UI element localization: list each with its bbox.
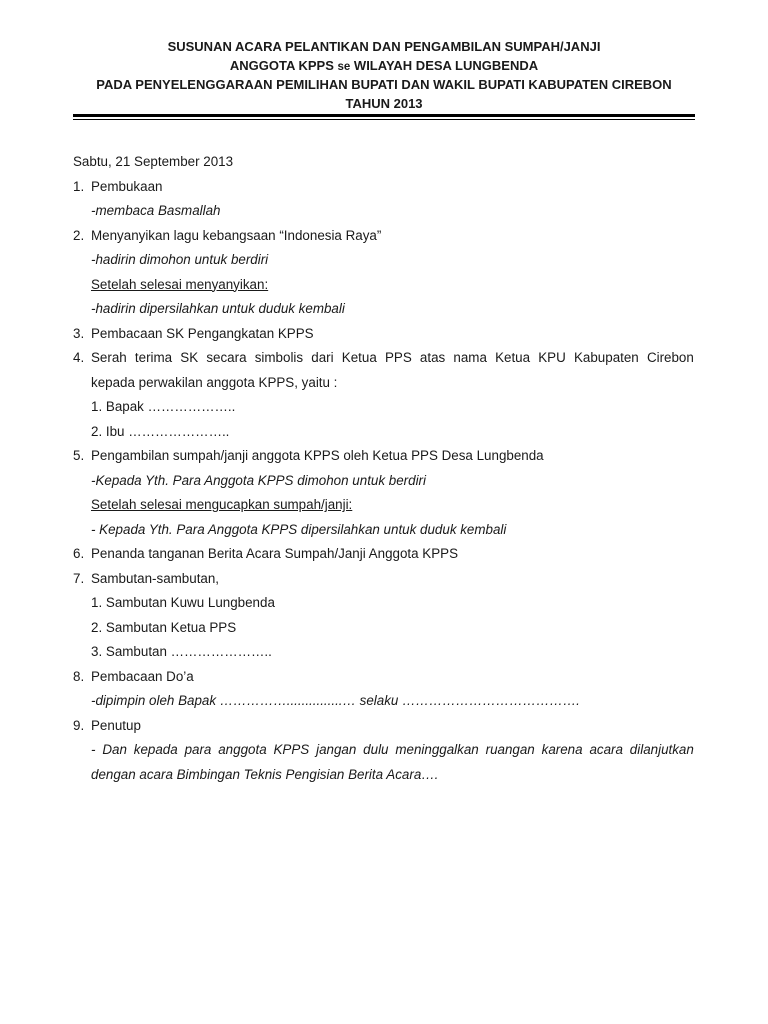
agenda-item-2: 2. Menyanyikan lagu kebangsaan “Indonesia Raya” [73, 227, 382, 243]
agenda-item-9: 9. Penutup [73, 717, 141, 733]
agenda-item-8: 8. Pembacaan Do’a [73, 668, 194, 684]
agenda-item-4-line-1 [91, 346, 694, 371]
justified-word: anggota [218, 742, 267, 757]
agenda-item-7-speech-3: 3. Sambutan ………………….. [91, 644, 272, 659]
agenda-item-5: 5. Pengambilan sumpah/janji anggota KPPS oleh Ketua PPS Desa Lungbenda [73, 448, 544, 463]
justified-word: Dan [102, 742, 127, 757]
justified-word: Kabupaten [573, 350, 639, 365]
agenda-item-9-note-line-1 [91, 738, 694, 763]
agenda-item-3: 3. Pembacaan SK Pengangkatan KPPS [73, 325, 314, 341]
agenda-item-5-note-2: Setelah selesai mengucapkan sumpah/janji: [91, 497, 353, 512]
justified-word: secara [206, 350, 247, 365]
agenda-body [73, 150, 694, 787]
agenda-item-2-note-2: Setelah selesai menyanyikan: [91, 276, 269, 292]
justified-word: SK [180, 350, 199, 365]
justified-word: dulu [363, 742, 389, 757]
justified-word: terima [134, 350, 173, 365]
agenda-item-7-speech-1: 1. Sambutan Kuwu Lungbenda [91, 595, 275, 610]
agenda-item-5-note-1: -Kepada Yth. Para Anggota KPPS dimohon untuk berdiri [91, 472, 426, 488]
justified-word: acara [589, 742, 623, 757]
agenda-date: Sabtu, 21 September 2013 [73, 154, 234, 169]
justified-word: Cirebon [646, 350, 694, 365]
justified-word: karena [541, 742, 583, 757]
agenda-item-2-note-1: -hadirin dimohon untuk berdiri [91, 252, 269, 267]
justified-word: nama [453, 350, 487, 365]
agenda-item-4-option-2: 2. Ibu ………………….. [91, 423, 230, 439]
justified-word: simbolis [254, 350, 304, 365]
justified-word: KPU [538, 350, 566, 365]
header-line-1: SUSUNAN ACARA PELANTIKAN DAN PENGAMBILAN SUMPAH/JANJI [167, 39, 601, 54]
agenda-item-9-note-line-2: dengan acara Bimbingan Teknis Pengisian Berita Acara…. [91, 766, 439, 782]
agenda-item-6: 6. Penanda tanganan Berita Acara Sumpah/Janji Anggota KPPS [73, 546, 459, 561]
justified-word: dilanjutkan [629, 742, 694, 757]
agenda-item-4-option-1: 1. Bapak ……………….. [91, 399, 236, 414]
justified-word: KPPS [273, 742, 310, 757]
agenda-item-9-note-line-1-wrap [73, 738, 694, 763]
justified-word: kepada [133, 742, 178, 757]
justified-word: PPS [384, 350, 412, 365]
agenda-item-5-note-3: - Kepada Yth. Para Anggota KPPS dipersilahkan untuk duduk kembali [91, 521, 507, 537]
document-header [73, 38, 695, 113]
agenda-item-7: 7. Sambutan-sambutan, [73, 570, 220, 586]
justified-word: - [91, 742, 96, 757]
header-line-2: ANGGOTA KPPS se WILAYAH DESA LUNGBENDA [229, 57, 539, 73]
justified-word: jangan [316, 742, 357, 757]
justified-word: Ketua [495, 350, 531, 365]
agenda-item-1: 1. Pembukaan [73, 178, 163, 194]
agenda-item-4: 4. Serah terima SK secara simbolis dari Ketua PPS atas nama Ketua KPU Kabupaten Cirebon [73, 346, 694, 371]
header-divider-thin [73, 119, 695, 120]
header-line-3: PADA PENYELENGGARAAN PEMILIHAN BUPATI DAN WAKIL BUPATI KABUPATEN CIREBON [96, 77, 672, 92]
agenda-item-7-speech-2: 2. Sambutan Ketua PPS [91, 619, 237, 635]
agenda-item-2-note-3: -hadirin dipersilahkan untuk duduk kembali [91, 301, 345, 316]
justified-word: Serah [91, 350, 127, 365]
header-divider-thick [73, 114, 695, 117]
agenda-item-1-note: -membaca Basmallah [91, 203, 221, 218]
agenda-item-4-line-2: kepada perwakilan anggota KPPS, yaitu : [91, 374, 338, 390]
justified-word: meninggalkan [395, 742, 479, 757]
justified-word: dari [311, 350, 334, 365]
justified-word: ruangan [485, 742, 535, 757]
header-line-4: TAHUN 2013 [345, 95, 423, 111]
justified-word: Ketua [341, 350, 377, 365]
justified-word: para [184, 742, 212, 757]
agenda-item-8-note: -dipimpin oleh Bapak ……………...............… selaku …………………………………. [91, 693, 580, 708]
justified-word: atas [419, 350, 446, 365]
